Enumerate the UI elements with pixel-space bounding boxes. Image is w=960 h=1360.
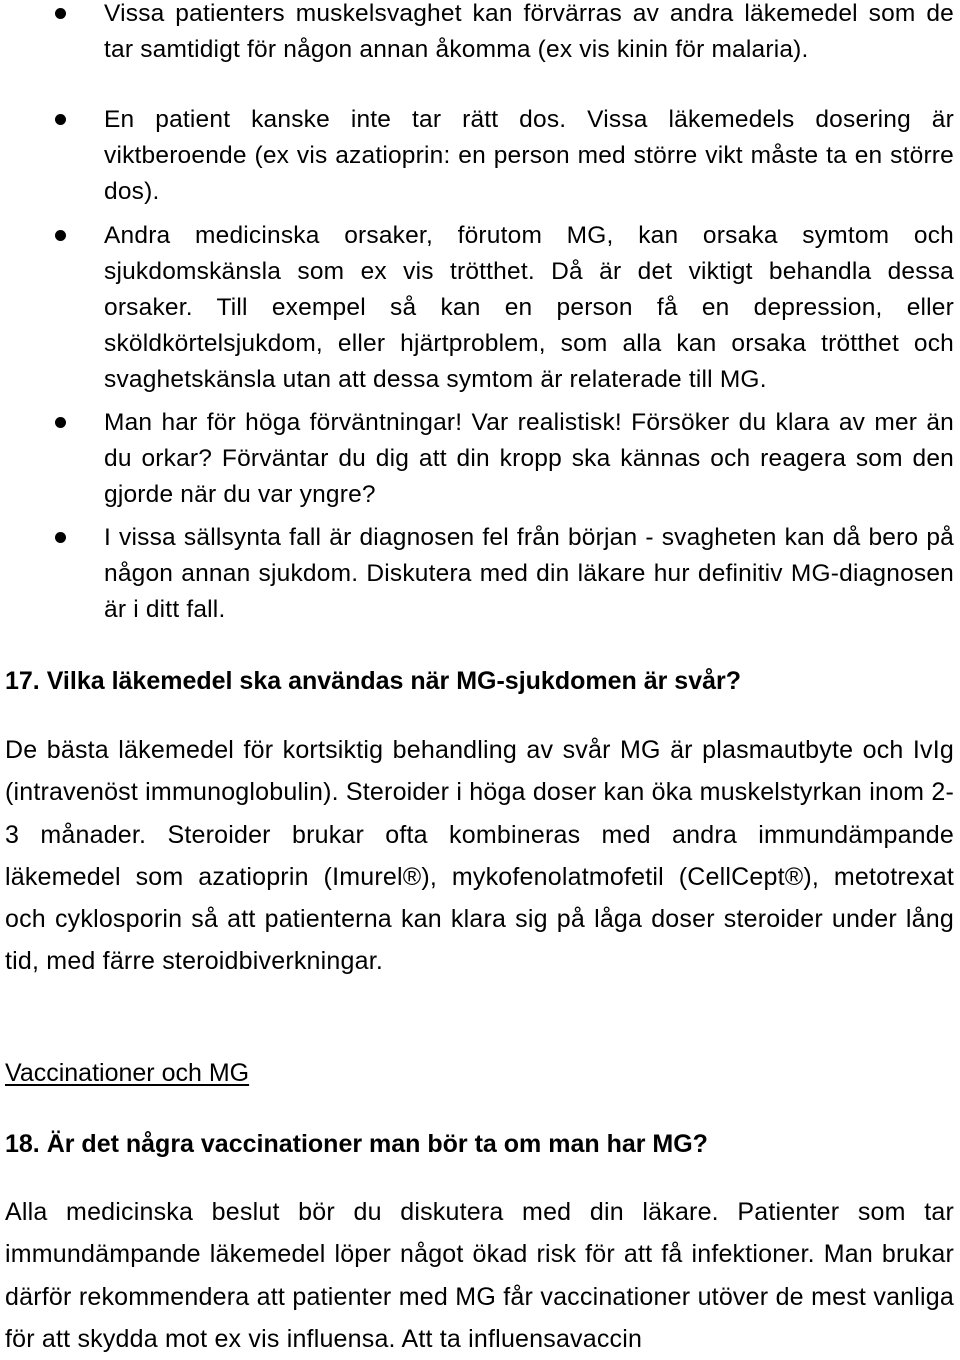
list-item [0,405,960,520]
bullet-list [0,0,960,628]
question-18-heading: 18. Är det några vaccinationer man bör ta om man har MG? [5,1130,708,1158]
list-item [0,102,960,218]
list-item-text: En patient kanske inte tar rätt dos. Vissa läkemedels dosering är viktberoende (ex vis azatioprin: en person med större vikt måste ta en större dos). [104,106,954,205]
section-title: Vaccinationer och MG [5,1059,250,1087]
list-item-text: Vissa patienters muskelsvaghet kan förvärras av andra läkemedel som de tar samtidigt för någon annan åkomma (ex vis kinin för malaria). [104,0,954,63]
bullet-icon [55,230,66,241]
bullet-icon [55,114,66,125]
question-18-answer: Alla medicinska beslut bör du diskutera med din läkare. Patienter som tar immundämpande läkemedel löper något ökad risk för att få infektioner. Man brukar därför rekommendera att patienter med MG får vaccinationer utöver de mest vanliga för att skydda mot ex vis influensa. Att ta influensavaccin [5,1198,954,1353]
bullet-icon [55,417,66,428]
list-item-text: I vissa sällsynta fall är diagnosen fel från början - svagheten kan då bero på någon annan sjukdom. Diskutera med din läkare hur definitiv MG-diagnosen är i ditt fall. [104,524,954,623]
question-17-answer: De bästa läkemedel för kortsiktig behandling av svår MG är plasmautbyte och IvIg (intravenöst immunoglobulin). Steroider i höga doser kan öka muskelstyrkan inom 2-3 månader. Steroider brukar ofta kombineras med andra immundämpande läkemedel som azatioprin (Imurel®), mykofenolatmofetil (CellCept®), metotrexat och cyklosporin så att patienterna kan klara sig på låga doser steroider under lång tid, med färre steroidbiverkningar. [5,736,954,976]
list-item-text: Man har för höga förväntningar! Var realistisk! Försöker du klara av mer än du orkar? Förväntar du dig att din kropp ska kännas och reagera som den gjorde när du var yngre? [104,409,954,508]
bullet-icon [55,8,66,19]
list-item-text: Andra medicinska orsaker, förutom MG, kan orsaka symtom och sjukdomskänsla som ex vis trötthet. Då är det viktigt behandla dessa orsaker. Till exempel så kan en person få en depression, eller sköldkörtelsjukdom, eller hjärtproblem, som alla kan orsaka trötthet och svaghetskänsla utan att dessa symtom är relaterade till MG. [104,222,954,393]
bullet-icon [55,532,66,543]
question-17-heading: 17. Vilka läkemedel ska användas när MG-sjukdomen är svår? [5,667,742,695]
list-item [0,520,960,628]
list-item [0,218,960,405]
list-item [0,0,960,102]
